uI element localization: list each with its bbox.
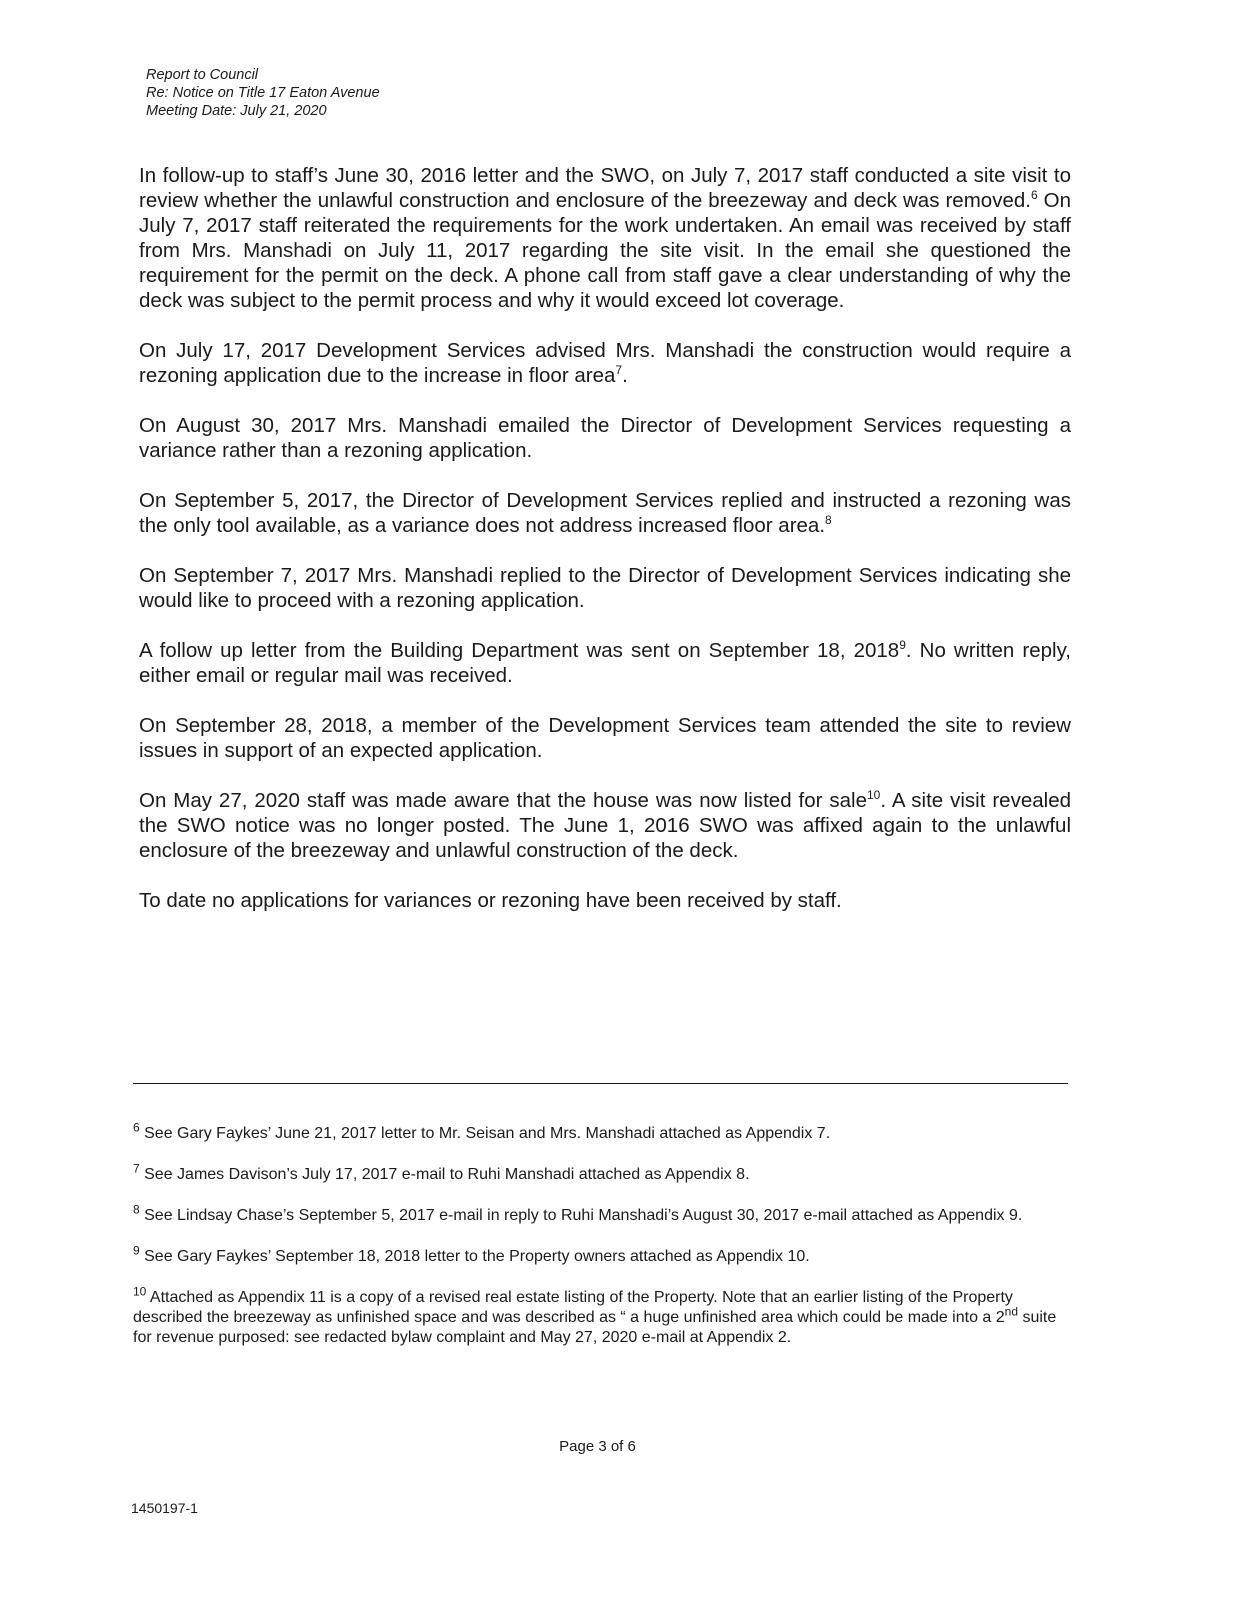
paragraph-text: To date no applications for variances or rezoning have been received by staff.: [139, 889, 842, 912]
footnote-reference: 9: [899, 638, 906, 653]
paragraph-text: On May 27, 2020 staff was made aware that the house was now listed for sale: [139, 789, 867, 812]
footnote-text: Attached as Appendix 11 is a copy of a revised real estate listing of the Property. Note that an earlier listing of the Property described the breezeway as unfinished space and was described as “ a huge unfinished area which could be made into a 2: [133, 1289, 1013, 1326]
body-paragraph-1: [139, 163, 1071, 313]
footnote-text: See James Davison’s July 17, 2017 e-mail to Ruhi Manshadi attached as Appendix 8.: [139, 1166, 750, 1183]
footnote-reference: 7: [615, 363, 623, 378]
footnote-number: 8: [133, 1202, 140, 1217]
footnotes-section: [133, 1120, 1068, 1369]
footnote-8: [133, 1202, 1068, 1226]
paragraph-text: On September 5, 2017, the Director of Development Services replied and instructed a rezoning was the only tool available, as a variance does not address increased floor area.: [139, 489, 1071, 537]
footnote-reference: 6: [1030, 188, 1038, 203]
paragraph-text: On August 30, 2017 Mrs. Manshadi emailed the Director of Development Services requesting a variance rather than a rezoning application.: [139, 414, 1071, 462]
ordinal-suffix: nd: [1004, 1304, 1019, 1319]
body-paragraph-7: [139, 713, 1071, 763]
footnote-reference: 10: [866, 788, 881, 803]
document-body: [139, 163, 1071, 938]
header-subject-line: Re: Notice on Title 17 Eaton Avenue: [146, 85, 380, 101]
body-paragraph-6: [139, 638, 1071, 688]
footnote-number: 9: [133, 1243, 140, 1258]
footnote-reference: 8: [825, 513, 832, 528]
paragraph-text: On September 7, 2017 Mrs. Manshadi replied to the Director of Development Services indicating she would like to proceed with a rezoning application.: [139, 564, 1071, 612]
body-paragraph-4: [139, 488, 1071, 538]
paragraph-text: . A site visit revealed the SWO notice was no longer posted. The June 1, 2016 SWO was affixed again to the unlawful enclosure of the breezeway and unlawful construction of the deck.: [139, 789, 1071, 862]
header-report-line: Report to Council: [146, 67, 259, 83]
body-paragraph-3: [139, 413, 1071, 463]
footnote-text: See Gary Faykes’ June 21, 2017 letter to Mr. Seisan and Mrs. Manshadi attached as Appendix 7.: [139, 1125, 831, 1142]
footnote-text: See Gary Faykes’ September 18, 2018 letter to the Property owners attached as Appendix 10.: [139, 1248, 810, 1265]
footnote-6: [133, 1120, 1068, 1144]
paragraph-text: On July 7, 2017 staff reiterated the requirements for the work undertaken. An email was received by staff from Mrs. Manshadi on July 11, 2017 regarding the site visit. In the email she questioned the requirement for the permit on the deck. A phone call from staff gave a clear understanding of why the deck was subject to the permit process and why it would exceed lot coverage.: [139, 189, 1071, 312]
paragraph-text: On September 28, 2018, a member of the Development Services team attended the site to review issues in support of an expected application.: [139, 714, 1071, 762]
document-header: [146, 66, 380, 120]
paragraph-text: . No written reply, either email or regular mail was received.: [139, 639, 1071, 687]
paragraph-text: A follow up letter from the Building Department was sent on September 18, 2018: [139, 639, 900, 662]
body-paragraph-9: [139, 888, 1071, 913]
footnote-number: 6: [133, 1120, 140, 1135]
footnote-separator: [133, 1083, 1068, 1084]
footnote-9: [133, 1243, 1068, 1267]
document-id: 1450197-1: [131, 1500, 198, 1516]
paragraph-text: In follow-up to staff’s June 30, 2016 letter and the SWO, on July 7, 2017 staff conducted a site visit to review whether the unlawful construction and enclosure of the breezeway and deck was removed.: [139, 164, 1071, 212]
footnote-text: suite for revenue purposed: see redacted bylaw complaint and May 27, 2020 e-mail at Appendix 2.: [133, 1309, 1057, 1346]
paragraph-text: On July 17, 2017 Development Services advised Mrs. Manshadi the construction would require a rezoning application due to the increase in floor area: [139, 339, 1071, 387]
footnote-number: 7: [133, 1161, 140, 1176]
footnote-text: See Lindsay Chase’s September 5, 2017 e-mail in reply to Ruhi Manshadi’s August 30, 2017 e-mail attached as Appendix 9.: [139, 1207, 1023, 1224]
header-meeting-date-line: Meeting Date: July 21, 2020: [146, 103, 327, 119]
footnote-7: [133, 1161, 1068, 1185]
page-number: Page 3 of 6: [559, 1438, 636, 1455]
body-paragraph-8: [139, 788, 1071, 863]
paragraph-text: .: [622, 364, 628, 387]
body-paragraph-5: [139, 563, 1071, 613]
body-paragraph-2: [139, 338, 1071, 388]
footnote-number: 10: [133, 1284, 147, 1299]
footnote-10: [133, 1284, 1068, 1348]
